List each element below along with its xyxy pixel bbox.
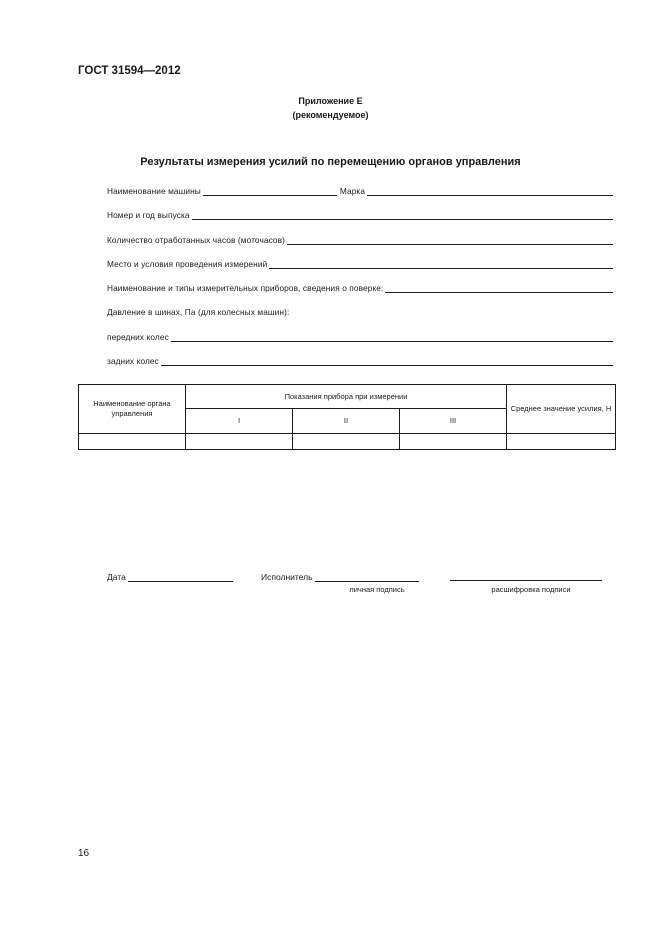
transcript-signature [450,572,602,581]
header-readings: Показания прибора при измерении [186,385,507,409]
header-control-organ: Наименование органа управления [79,385,186,434]
annex-status: (рекомендуемое) [292,110,369,120]
header-measurement-1: I [186,409,293,434]
hours-line [287,236,613,245]
performer-label: Исполнитель [261,572,313,582]
rear-wheels-label: задних колес [107,356,159,366]
personal-signature-caption: личная подпись [349,585,405,594]
instruments-line [385,284,613,293]
place-field [107,259,613,269]
annex-title: Приложение Е [298,96,363,106]
brand-label: Марка [339,186,366,196]
header-mean-force: Среднее значение усилия, Н [507,385,616,434]
measurement-table [78,384,616,450]
number-year-line [192,211,613,220]
table-cell [293,434,400,450]
place-label: Место и условия проведения измерений [107,259,268,269]
date-signature [107,572,233,582]
instruments-label: Наименование и типы измерительных приборов, сведения о поверке: [107,283,384,293]
annex-heading [0,94,661,122]
hours-field [107,235,613,245]
number-year-field [107,210,613,220]
signature-transcript-caption: расшифровка подписи [491,585,571,594]
front-wheels-field [107,332,613,342]
front-wheels-label: передних колес [107,332,169,342]
machine-name-label: Наименование машины [107,186,201,196]
machine-name-line [203,187,337,196]
front-wheels-line [171,333,613,342]
header-measurement-3: III [400,409,507,434]
tire-pressure-label: Давление в шинах, Па (для колесных машин): [107,307,290,317]
date-line [128,573,233,582]
form-title: Результаты измерения усилий по перемещению органов управления [140,156,521,168]
performer-line [315,573,419,582]
date-label: Дата [107,572,126,582]
standard-number: ГОСТ 31594—2012 [78,65,181,77]
brand-line [367,187,613,196]
table-row [79,434,616,450]
number-year-label: Номер и год выпуска [107,210,190,220]
header-measurement-2: II [293,409,400,434]
tire-pressure-field [107,307,613,317]
rear-wheels-line [161,357,613,366]
table-cell [186,434,293,450]
table-cell [400,434,507,450]
place-line [269,260,613,269]
performer-signature [261,572,419,582]
rear-wheels-field [107,356,613,366]
instruments-field [107,283,613,293]
table-cell [507,434,616,450]
page-number: 16 [78,848,90,859]
hours-label: Количество отработанных часов (моточасов) [107,235,286,245]
machine-name-field [107,186,613,196]
transcript-line [450,572,602,581]
table-cell [79,434,186,450]
